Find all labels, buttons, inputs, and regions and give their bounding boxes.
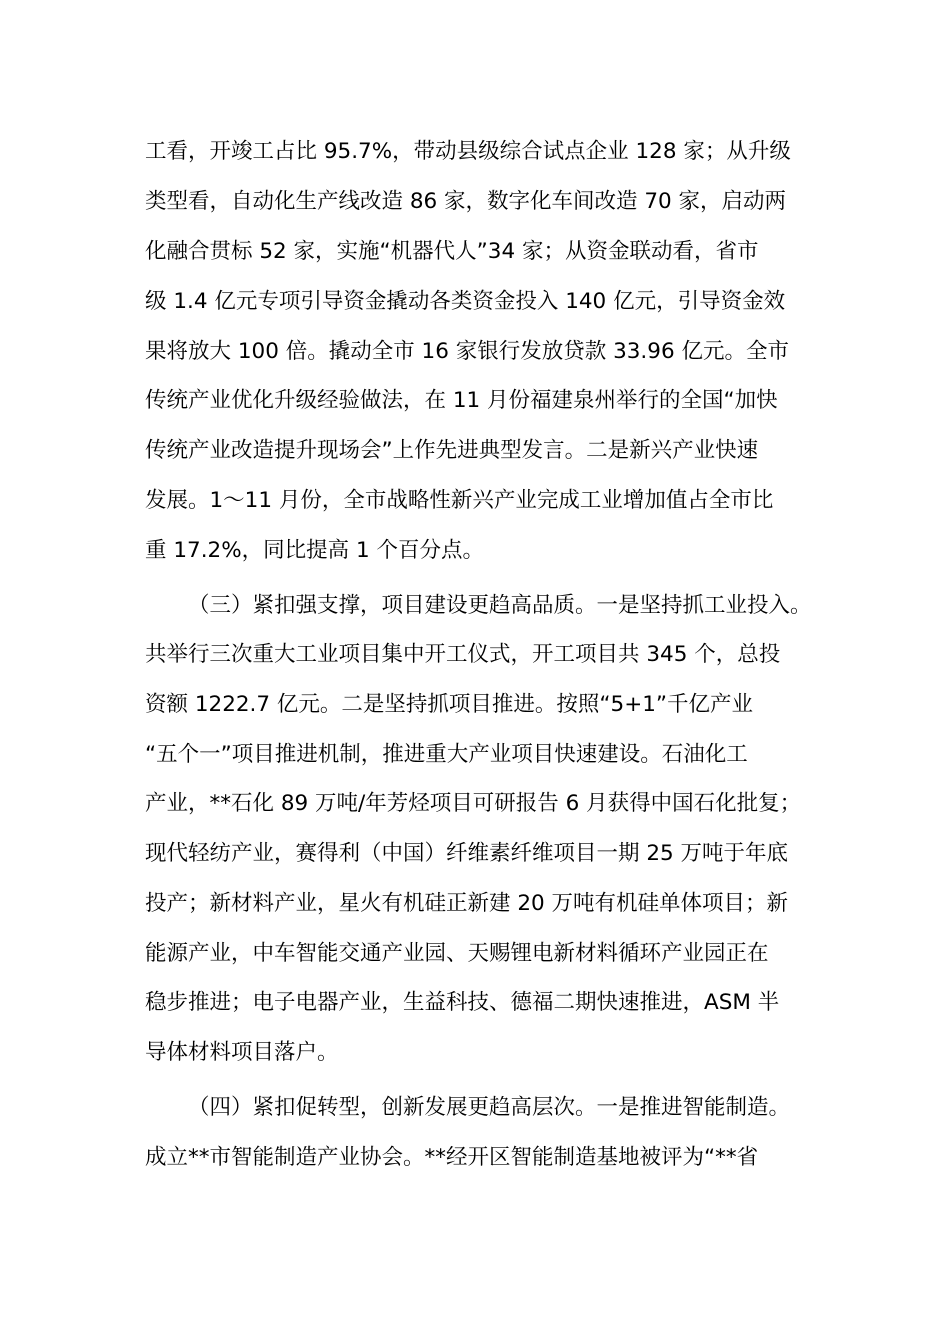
text-line: 类型看，自动化生产线改造 86 家，数字化车间改造 70 家，启动两 (145, 189, 787, 214)
text-line: 共举行三次重大工业项目集中开工仪式，开工项目共 345 个，总投 (145, 642, 781, 667)
paragraph-heading-4: （四）紧扣促转型，创新发展更趋高层次。一是推进智能制造。 (188, 1095, 791, 1120)
paragraph-heading-3: （三）紧扣强支撑，项目建设更趋高品质。一是坚持抓工业投入。 (188, 593, 812, 618)
text-line: 传统产业改造提升现场会”上作先进典型发言。二是新兴产业快速 (145, 438, 759, 463)
text-line: 资额 1222.7 亿元。二是坚持抓项目推进。按照“5+1”千亿产业 (145, 692, 754, 717)
text-line: 重 17.2%，同比提高 1 个百分点。 (145, 538, 484, 563)
text-line: 产业，**石化 89 万吨/年芳烃项目可研报告 6 月获得中国石化批复； (145, 791, 802, 816)
text-line: 稳步推进；电子电器产业，生益科技、德福二期快速推进，ASM 半 (145, 990, 780, 1015)
text-line: 能源产业，中车智能交通产业园、天赐锂电新材料循环产业园正在 (145, 941, 769, 966)
text-line: 化融合贯标 52 家，实施“机器代人”34 家；从资金联动看，省市 (145, 239, 759, 264)
text-line: 工看，开竣工占比 95.7%，带动县级综合试点企业 128 家；从升级 (145, 139, 791, 164)
text-line: 导体材料项目落户。 (145, 1040, 339, 1065)
text-line: 发展。1～11 月份，全市战略性新兴产业完成工业增加值占全市比 (145, 488, 774, 513)
text-line: 果将放大 100 倍。撬动全市 16 家银行发放贷款 33.96 亿元。全市 (145, 339, 789, 364)
text-line: 投产；新材料产业，星火有机硅正新建 20 万吨有机硅单体项目；新 (145, 891, 789, 916)
text-line: 现代轻纺产业，赛得利（中国）纤维素纤维项目一期 25 万吨于年底 (145, 841, 789, 866)
text-line: 传统产业优化升级经验做法，在 11 月份福建泉州举行的全国“加快 (145, 388, 778, 413)
text-line: 级 1.4 亿元专项引导资金撬动各类资金投入 140 亿元，引导资金效 (145, 289, 786, 314)
text-line: 成立**市智能制造产业协会。**经开区智能制造基地被评为“**省 (145, 1145, 759, 1170)
text-line: “五个一”项目推进机制，推进重大产业项目快速建设。石油化工 (145, 742, 748, 767)
